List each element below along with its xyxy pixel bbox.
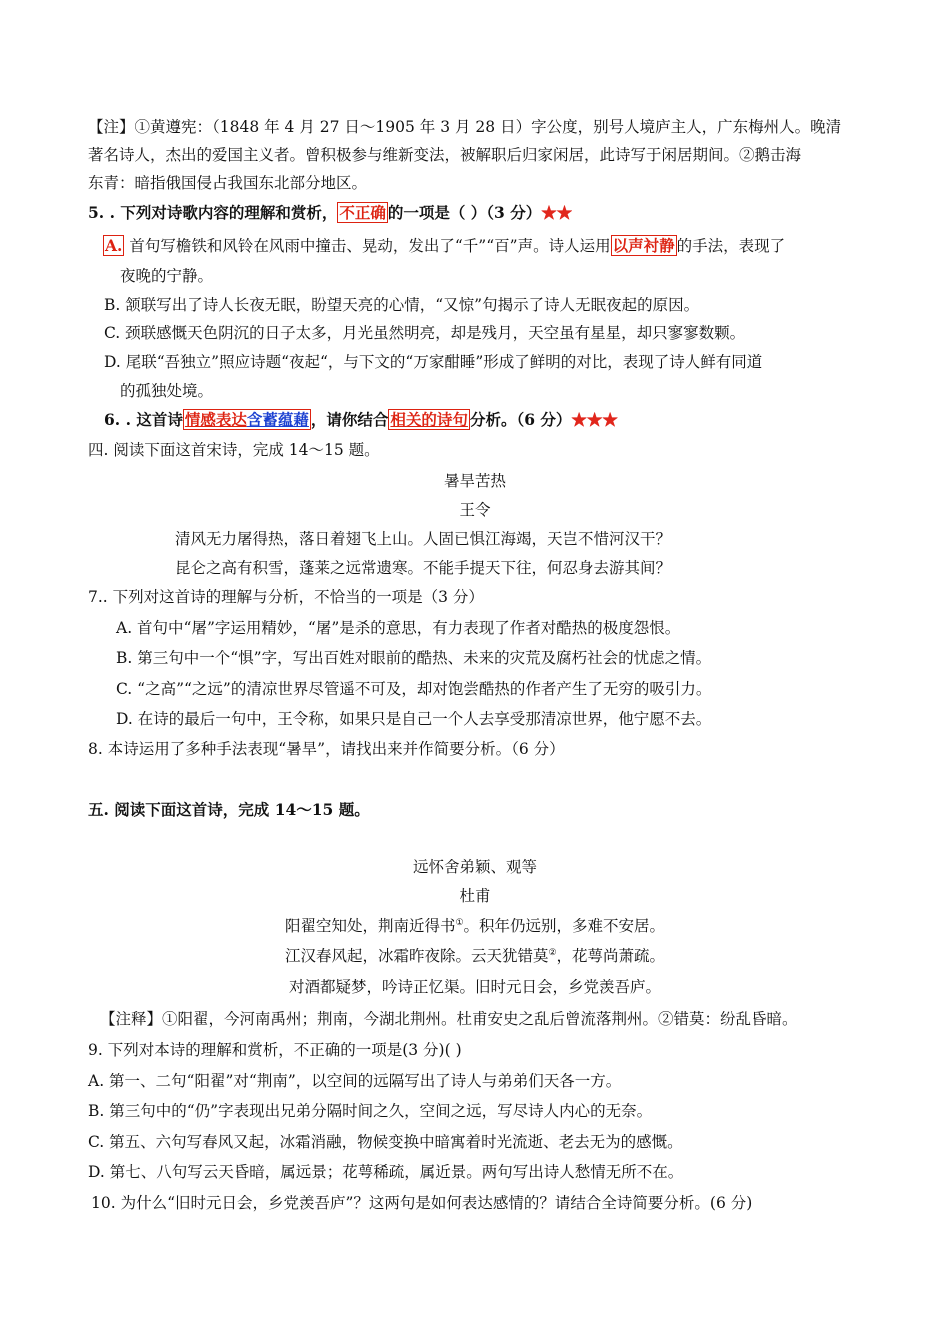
section-5-header: 五. 阅读下面这首诗，完成 14～15 题。 [88,800,370,819]
q5-text-pre: 5. . 下列对诗歌内容的理解和赏析， [88,203,338,222]
question-9: 9. 下列对本诗的理解和赏析，不正确的一项是(3 分)( ) [88,1041,462,1059]
q9-option-c: C. 第五、六句写春风又起，冰霜消融，物候变换中暗寓着时光流逝、老去无为的感慨。 [88,1133,683,1151]
poem-line-3: 对酒都疑梦，吟诗正忆渠。旧时元日会，乡党羡吾庐。 [288,978,661,996]
poem-footnote: 【注释】①阳翟，今河南禹州；荆南，今湖北荆州。杜甫安史之乱后曾流落荆州。②错莫：纷乱昏暗。 [100,1010,798,1028]
difficulty-stars: ★★★ [571,410,618,429]
note-line-3: 东青：暗指俄国侵占我国东北部分地区。 [88,174,368,192]
note-line-1: 【注】①黄遵宪：（1848 年 4 月 27 日～1905 年 3 月 28 日）字公度，别号人境庐主人，广东梅州人。晚清 [88,118,842,136]
poem-line-2-b: ，花萼尚萧疏。 [556,947,666,965]
q5-highlight-box: 不正确 [339,203,386,222]
q5-option-c: C. 颈联感慨天色阴沉的日子太多，月光虽然明亮，却是残月，天空虽有星星，却只寥寥数颗。 [104,324,746,342]
option-a-text-post: 的手法，表现了 [676,237,786,255]
poem-line-2: 昆仑之高有积雪，蓬莱之远常遗寒。不能手提天下往，何忍身去游其间？ [175,559,672,577]
q6-highlight-box-2: 相关的诗句 [390,410,468,429]
q7-option-b: B. 第三句中一个“惧”字，写出百姓对眼前的酷热、未来的灾荒及腐朽社会的忧虑之情。 [116,649,712,667]
poem-author: 杜甫 [459,887,491,905]
poem-line-1-a: 阳翟空知处，荆南近得书 [284,917,456,935]
question-7: 7.. 下列对这首诗的理解与分析，不恰当的一项是（3 分） [88,588,484,606]
poem-line-1-b: 。积年仍远别，多难不安居。 [463,917,666,935]
q9-option-b: B. 第三句中的“仍”字表现出兄弟分隔时间之久，空间之远，写尽诗人内心的无奈。 [88,1102,653,1120]
note-line-2: 著名诗人，杰出的爱国主义者。曾积极参与维新变法，被解职后归家闲居，此诗写于闲居期间。②鹅击海 [88,146,802,164]
question-5 [88,203,572,223]
q5-option-d-line-2: 的孤独处境。 [120,382,214,400]
q6-highlight-red: 情感表达 [184,410,247,429]
q6-highlight-box-1 [183,409,311,430]
option-a-highlight-box: 以声衬静 [612,236,675,255]
q5-text-post: 的一项是（ ）（3 分） [387,203,542,222]
footnote-marker: ② [548,947,557,958]
poem-title: 远怀舍弟颖、观等 [412,858,537,876]
poem-title: 暑旱苦热 [443,472,506,490]
q6-text-pre: 6. . 这首诗 [104,410,183,429]
q5-option-a [103,236,785,256]
q6-text-mid: ，请你结合 [310,410,389,429]
q7-option-c: C. “之高”“之远”的清凉世界尽管遥不可及，却对饱尝酷热的作者产生了无穷的吸引力。 [116,680,712,698]
poem-author: 王令 [459,501,491,519]
poem-line-1: 清风无力屠得热，落日着翅飞上山。人固已惧江海竭，天岂不惜河汉干？ [175,530,672,548]
q7-option-d: D. 在诗的最后一句中，王令称，如果只是自己一个人去享受那清凉世界，他宁愿不去。 [116,710,712,728]
q5-option-d: D. 尾联“吾独立”照应诗题“夜起“，与下文的“万家酣睡”形成了鲜明的对比，表现了诗人鲜有同道 [104,353,763,371]
question-6 [104,410,618,430]
option-a-label-box: A. [105,236,123,255]
poem-line-2-a: 江汉春风起，冰霜昨夜除。云天犹错莫 [284,947,549,965]
poem-line-2 [0,946,950,966]
q9-option-a: A. 第一、二句“阳翟”对“荆南”，以空间的远隔写出了诗人与弟弟们天各一方。 [88,1072,622,1090]
footnote-marker: ① [455,917,464,928]
question-8: 8. 本诗运用了多种手法表现“暑旱”，请找出来并作简要分析。（6 分） [88,740,565,758]
q6-highlight-blue: 含蓄蕴藉 [246,410,309,429]
section-4-header: 四. 阅读下面这首宋诗，完成 14〜15 题。 [88,441,380,459]
question-10: 10. 为什么“旧时元日会，乡党羡吾庐”？这两句是如何表达感情的？请结合全诗简要分析。(6 分) [91,1194,753,1212]
q9-option-d: D. 第七、八句写云天昏暗，属远景；花萼稀疏，属近景。两句写出诗人愁情无所不在。 [88,1163,684,1181]
q7-option-a: A. 首句中“屠”字运用精妙，“屠”是杀的意思，有力表现了作者对酷热的极度怨恨。 [116,619,681,637]
q6-text-post: 分析。（6 分） [469,410,572,429]
q5-option-a-line-2: 夜晚的宁静。 [120,267,214,285]
difficulty-stars: ★★ [541,203,573,222]
option-a-text: 首句写檐铁和风铃在风雨中撞击、晃动，发出了“千”“百”声。诗人运用 [124,237,611,255]
poem-line-1 [0,916,950,936]
q5-option-b: B. 颔联写出了诗人长夜无眠，盼望天亮的心情，“又惊”句揭示了诗人无眠夜起的原因。 [104,296,700,314]
